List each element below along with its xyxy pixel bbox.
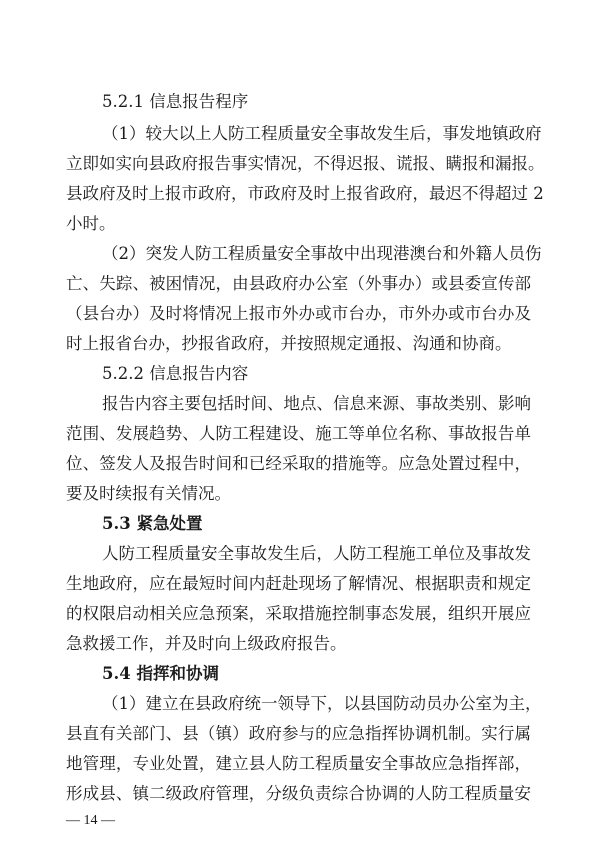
paragraph-line: （2）突发人防工程质量安全事故中出现港澳台和外籍人员伤 — [102, 244, 542, 263]
paragraph-line: 报告内容主要包括时间、地点、信息来源、事故类别、影响 — [102, 394, 531, 413]
paragraph-line: （1）较大以上人防工程质量安全事故发生后，事发地镇政府 — [102, 124, 542, 143]
paragraph-line: 地管理，专业处置，建立县人防工程质量安全事故应急指挥部， — [66, 754, 531, 773]
section-heading-5-3: 5.3 紧急处置 — [102, 514, 203, 533]
paragraph-line: 急救援工作，并及时向上级政府报告。 — [66, 634, 347, 653]
paragraph-line: 要及时续报有关情况。 — [66, 484, 231, 503]
paragraph-line: 生地政府，应在最短时间内赶赴现场了解情况、根据职责和规定 — [66, 574, 531, 593]
paragraph-line: 形成县、镇二级政府管理，分级负责综合协调的人防工程质量安 — [66, 784, 531, 803]
paragraph-line: 县直有关部门、县（镇）政府参与的应急指挥协调机制。实行属 — [66, 724, 531, 743]
paragraph-line: 时上报省台办，抄报省政府，并按照规定通报、沟通和协商。 — [66, 334, 512, 353]
paragraph-line: 范围、发展趋势、人防工程建设、施工等单位名称、事故报告单 — [66, 424, 531, 443]
paragraph-line: （县台办）及时将情况上报市外办或市台办，市外办或市台办及 — [66, 304, 531, 323]
paragraph-line: 位、签发人及报告时间和已经采取的措施等。应急处置过程中， — [66, 454, 531, 473]
page-number: — 14 — — [66, 813, 115, 828]
paragraph-line: 的权限启动相关应急预案，采取措施控制事态发展，组织开展应 — [66, 604, 531, 623]
section-heading-5-2-2: 5.2.2 信息报告内容 — [102, 364, 249, 383]
paragraph-line: 县政府及时上报市政府，市政府及时上报省政府，最迟不得超过 2 — [66, 184, 544, 203]
paragraph-line: （1）建立在县政府统一领导下，以县国防动员办公室为主， — [102, 694, 542, 713]
section-heading-5-4: 5.4 指挥和协调 — [102, 664, 219, 683]
paragraph-line: 亡、失踪、被困情况，由县政府办公室（外事办）或县委宣传部 — [66, 274, 531, 293]
paragraph-line: 人防工程质量安全事故发生后，人防工程施工单位及事故发 — [102, 544, 531, 563]
section-heading-5-2-1: 5.2.1 信息报告程序 — [102, 92, 249, 111]
paragraph-line: 立即如实向县政府报告事实情况，不得迟报、谎报、瞒报和漏报。 — [66, 154, 545, 173]
paragraph-line: 小时。 — [66, 214, 116, 233]
